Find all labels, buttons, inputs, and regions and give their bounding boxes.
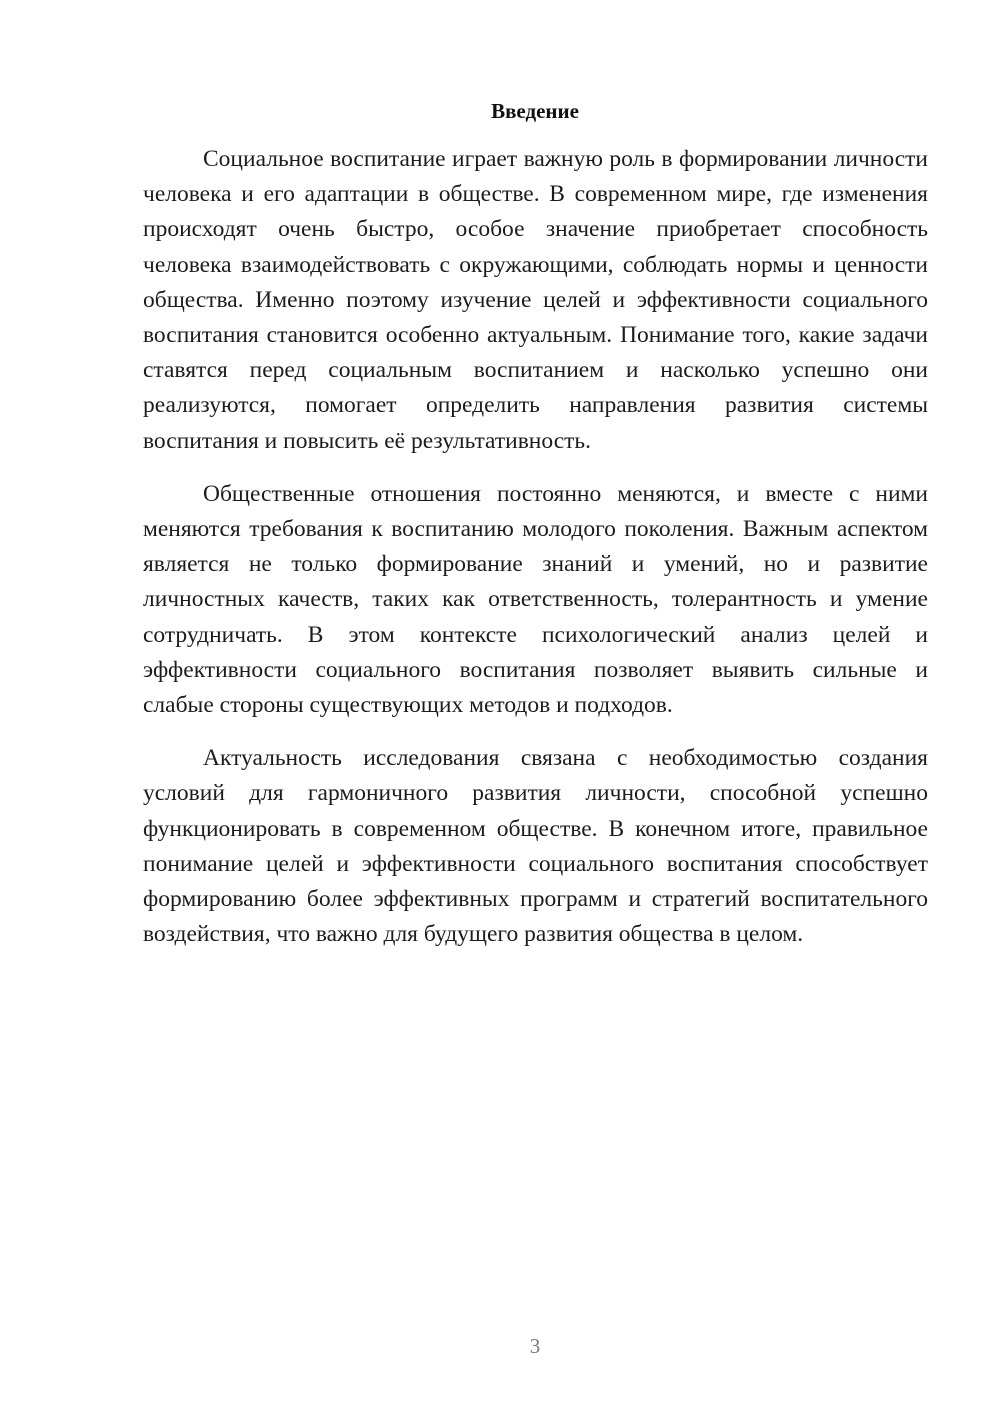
section-title: Введение bbox=[491, 99, 579, 123]
body-text bbox=[143, 142, 928, 970]
page-number: 3 bbox=[529, 1334, 541, 1358]
paragraph-1: Социальное воспитание играет важную роль в формировании личности человека и его адаптации в обществе. В современном мире, где изменения происходят очень быстро, особое значение приобретает способность человека взаимодействовать с окружающими, соблюдать нормы и ценности общества. Именно поэтому изучение целей и эффективности социального воспитания становится особенно актуальным. Понимание того, какие задачи ставятся перед социальным воспитанием и насколько успешно они реализуются, помогает определить направления развития системы воспитания и повысить её результативность. bbox=[143, 146, 928, 454]
paragraph-2: Общественные отношения постоянно меняются, и вместе с ними меняются требования к воспитанию молодого поколения. Важным аспектом является не только формирование знаний и умений, но и развитие личностных качеств, таких как ответственность, толерантность и умение сотрудничать. В этом контексте психологический анализ целей и эффективности социального воспитания позволяет выявить сильные и слабые стороны существующих методов и подходов. bbox=[143, 480, 928, 719]
paragraph-3: Актуальность исследования связана с необходимостью создания условий для гармоничного развития личности, способной успешно функционировать в современном обществе. В конечном итоге, правильное понимание целей и эффективности социального воспитания способствует формированию более эффективных программ и стратегий воспитательного воздействия, что важно для будущего развития общества в целом. bbox=[143, 745, 928, 948]
